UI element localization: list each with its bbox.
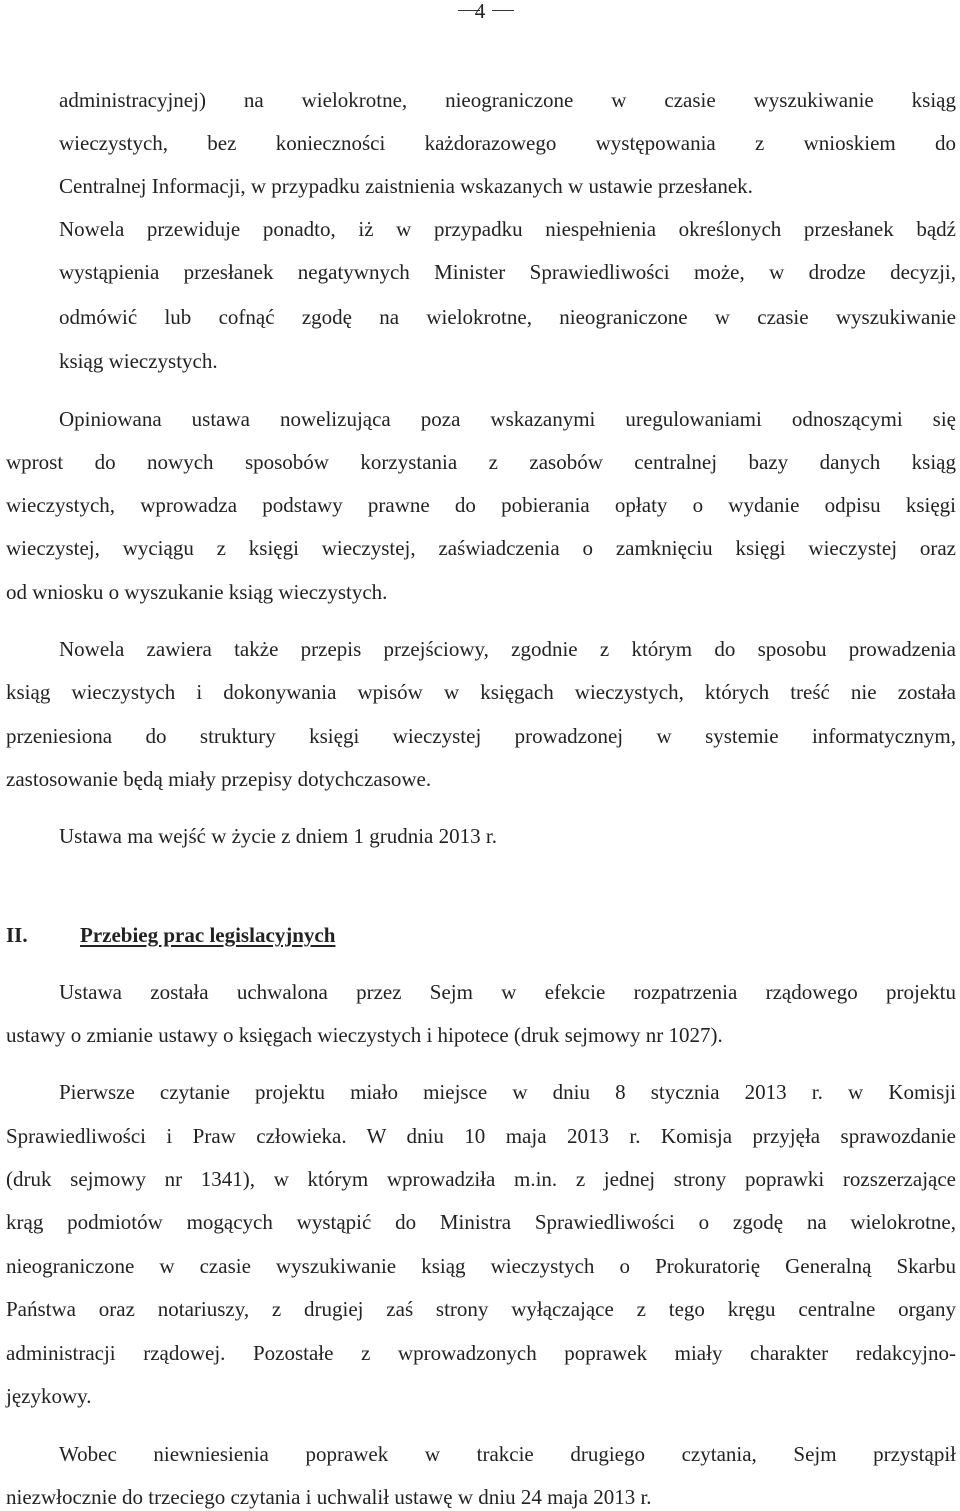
text-line: Państwa oraz notariuszy, z drugiej zaś strony wyłączające z tego kręgu centralne organy	[6, 1297, 956, 1321]
page-number-text: 4	[474, 0, 486, 23]
text-line: od wniosku o wyszukanie ksiąg wieczystych.	[6, 580, 388, 604]
text-line: językowy.	[6, 1384, 92, 1408]
text-line: zastosowanie będą miały przepisy dotychczasowe.	[6, 767, 432, 791]
text-line: (druk sejmowy nr 1341), w którym wprowadziła m.in. z jednej strony poprawki rozszerzające	[6, 1167, 956, 1191]
text-line: Nowela przewiduje ponadto, iż w przypadku niespełnienia określonych przesłanek bądź	[59, 217, 956, 241]
text-line: Ustawa została uchwalona przez Sejm w efekcie rozpatrzenia rządowego projektu	[59, 980, 956, 1004]
text-line: Centralnej Informacji, w przypadku zaistnienia wskazanych w ustawie przesłanek.	[59, 174, 753, 198]
section-title-text: Przebieg prac legislacyjnych	[80, 923, 336, 947]
text-line: niezwłocznie do trzeciego czytania i uchwalił ustawę w dniu 24 maja 2013 r.	[6, 1485, 652, 1509]
page-number-dash-right	[492, 10, 514, 11]
text-line: wieczystych, bez konieczności każdorazowego występowania z wnioskiem do	[59, 131, 956, 155]
text-line: przeniesiona do struktury księgi wieczystej prowadzonej w systemie informatycznym,	[6, 724, 956, 748]
text-line: ustawy o zmianie ustawy o księgach wieczystych i hipotece (druk sejmowy nr 1027).	[6, 1023, 723, 1047]
text-line: wystąpienia przesłanek negatywnych Minister Sprawiedliwości może, w drodze decyzji,	[59, 260, 956, 284]
text-line: krąg podmiotów mogących wystąpić do Ministra Sprawiedliwości o zgodę na wielokrotne,	[6, 1210, 956, 1234]
text-line: Ustawa ma wejść w życie z dniem 1 grudnia 2013 r.	[59, 824, 497, 848]
text-line: ksiąg wieczystych.	[59, 349, 218, 373]
section-title	[80, 923, 335, 947]
text-line: Pierwsze czytanie projektu miało miejsce w dniu 8 stycznia 2013 r. w Komisji	[59, 1080, 956, 1104]
text-line: ksiąg wieczystych i dokonywania wpisów w księgach wieczystych, których treść nie została	[6, 680, 956, 704]
text-line: Opiniowana ustawa nowelizująca poza wskazanymi uregulowaniami odnoszącymi się	[59, 407, 956, 431]
section-number: II.	[6, 923, 28, 947]
text-line: Wobec niewniesienia poprawek w trakcie drugiego czytania, Sejm przystąpił	[59, 1442, 956, 1466]
text-line: Nowela zawiera także przepis przejściowy, zgodnie z którym do sposobu prowadzenia	[59, 637, 956, 661]
text-line: wprost do nowych sposobów korzystania z zasobów centralnej bazy danych ksiąg	[6, 450, 956, 474]
text-line: Sprawiedliwości i Praw człowieka. W dniu 10 maja 2013 r. Komisja przyjęła sprawozdanie	[6, 1124, 956, 1148]
text-line: wieczystej, wyciągu z księgi wieczystej, zaświadczenia o zamknięciu księgi wieczystej oraz	[6, 536, 956, 560]
text-line: administracji rządowej. Pozostałe z wprowadzonych poprawek miały charakter redakcyjno-	[6, 1341, 956, 1365]
text-line: nieograniczone w czasie wyszukiwanie ksiąg wieczystych o Prokuratorię Generalną Skarbu	[6, 1254, 956, 1278]
text-line: odmówić lub cofnąć zgodę na wielokrotne, nieograniczone w czasie wyszukiwanie	[59, 305, 956, 329]
text-line: wieczystych, wprowadza podstawy prawne do pobierania opłaty o wydanie odpisu księgi	[6, 493, 956, 517]
text-line: administracyjnej) na wielokrotne, nieograniczone w czasie wyszukiwanie ksiąg	[59, 88, 956, 112]
